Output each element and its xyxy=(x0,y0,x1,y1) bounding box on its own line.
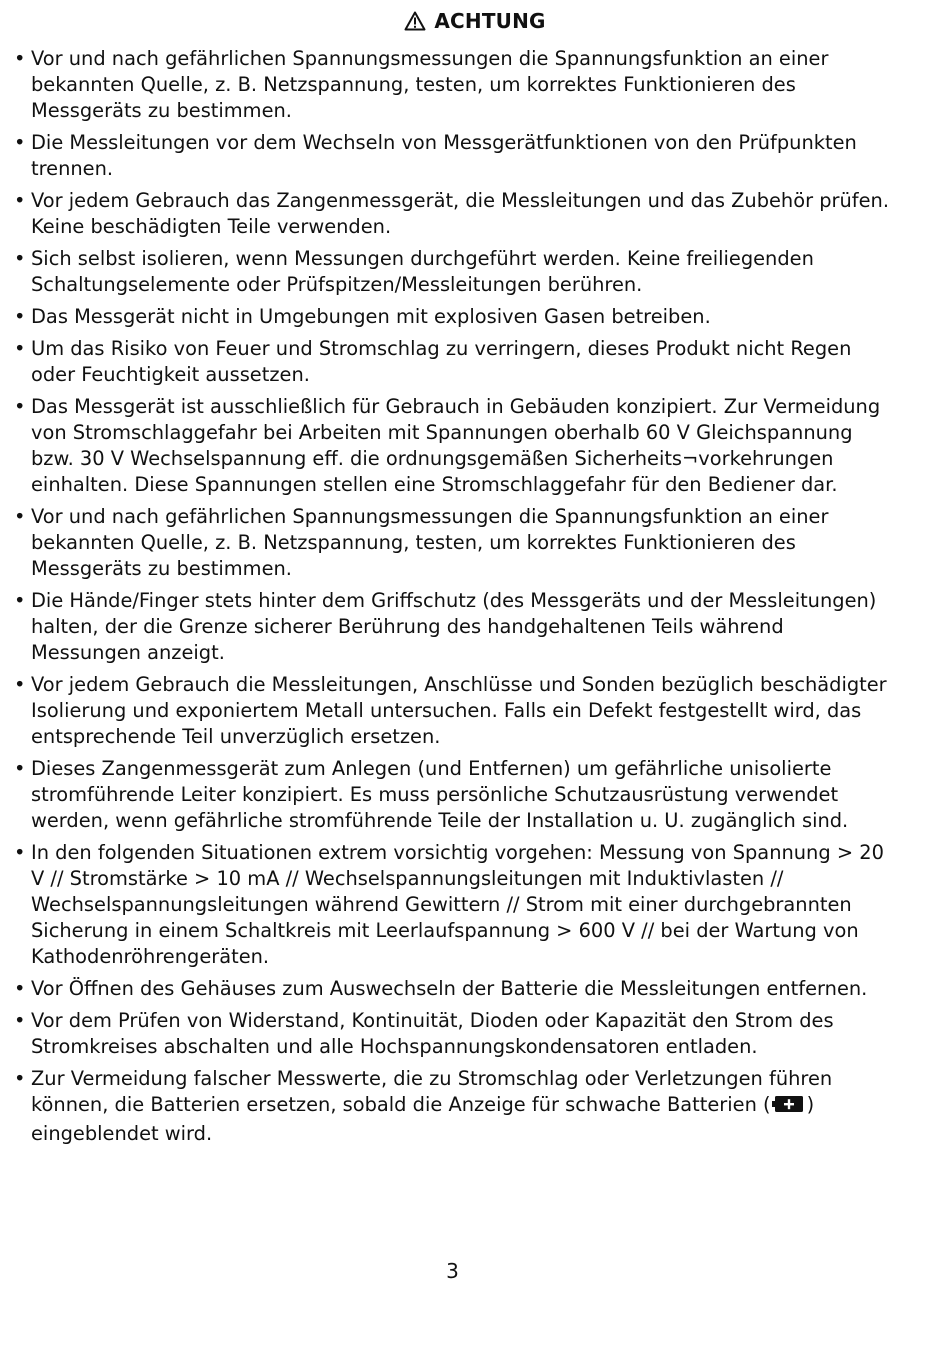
bullet-mark: • xyxy=(14,673,26,696)
bullet-mark: • xyxy=(14,505,26,528)
bullet-mark: • xyxy=(14,337,26,360)
list-item xyxy=(14,130,894,182)
list-item-text: In den folgenden Situationen extrem vorsichtig vorgehen: Messung von Spannung > 20 V // Stromstärke > 10 mA // Wechselspannungsleitungen mit Induktivlasten // Wechselspannungsleitungen während Gewittern // Strom mit einer durchgebrannten Sicherung in einem Schaltkreis mit Leerlaufspannung > 600 V // bei der Wartung von Kathodenröhrengeräten. xyxy=(31,841,884,968)
bullet-mark: • xyxy=(14,757,26,780)
list-item xyxy=(14,840,894,970)
list-item-text: Vor und nach gefährlichen Spannungsmessungen die Spannungsfunktion an einer bekannten Quelle, z. B. Netzspannung, testen, um korrektes Funktionieren des Messgeräts zu bestimmen. xyxy=(31,47,829,122)
bullet-mark: • xyxy=(14,131,26,154)
list-item xyxy=(14,1066,894,1147)
bullet-mark: • xyxy=(14,395,26,418)
list-item xyxy=(14,394,894,498)
warning-triangle-icon xyxy=(404,11,426,37)
list-item xyxy=(14,976,894,1002)
list-item-text: Vor und nach gefährlichen Spannungsmessungen die Spannungsfunktion an einer bekannten Quelle, z. B. Netzspannung, testen, um korrektes Funktionieren des Messgeräts zu bestimmen. xyxy=(31,505,829,580)
bullet-mark: • xyxy=(14,1067,26,1090)
list-item-text: Die Hände/Finger stets hinter dem Griffschutz (des Messgeräts und der Messleitungen) halten, der die Grenze sicherer Berührung des handgehaltenen Teils während Messungen anzeigt. xyxy=(31,589,877,664)
list-item xyxy=(14,46,894,124)
list-item xyxy=(14,504,894,582)
list-item-text: Zur Vermeidung falscher Messwerte, die zu Stromschlag oder Verletzungen führen können, die Batterien ersetzen, sobald die Anzeige für schwache Batterien ( xyxy=(31,1067,833,1116)
list-item-text: Dieses Zangenmessgerät zum Anlegen (und Entfernen) um gefährliche unisolierte stromführende Leiter konzipiert. Es muss persönliche Schutzausrüstung verwendet werden, wenn gefährliche stromführende Teile der Installation u. U. zugänglich sind. xyxy=(31,757,849,832)
list-item-text: Vor jedem Gebrauch die Messleitungen, Anschlüsse und Sonden bezüglich beschädigter Isolierung und exponiertem Metall untersuchen. Falls ein Defekt festgestellt wird, das entsprechende Teil unverzüglich ersetzen. xyxy=(31,673,887,748)
bullet-mark: • xyxy=(14,247,26,270)
bullet-mark: • xyxy=(14,47,26,70)
bullet-mark: • xyxy=(14,305,26,328)
list-item-text: Die Messleitungen vor dem Wechseln von Messgerätfunktionen von den Prüfpunkten trennen. xyxy=(31,131,857,180)
list-item-text: Um das Risiko von Feuer und Stromschlag zu verringern, dieses Produkt nicht Regen oder Feuchtigkeit aussetzen. xyxy=(31,337,852,386)
list-item-text: Vor Öffnen des Gehäuses zum Auswechseln der Batterie die Messleitungen entfernen. xyxy=(31,977,868,1000)
list-item-text: Das Messgerät ist ausschließlich für Gebrauch in Gebäuden konzipiert. Zur Vermeidung von Stromschlaggefahr bei Arbeiten mit Spannungen oberhalb 60 V Gleichspannung bzw. 30 V Wechselspannung eff. die ordnungsgemäßen Sicherheits¬vorkehrungen einhalten. Diese Spannungen stellen eine Stromschlaggefahr für den Bediener dar. xyxy=(31,395,881,496)
warning-list xyxy=(14,46,894,1153)
bullet-mark: • xyxy=(14,1009,26,1032)
bullet-mark: • xyxy=(14,841,26,864)
page-number: 3 xyxy=(446,1259,459,1283)
list-item xyxy=(14,672,894,750)
list-item xyxy=(14,588,894,666)
list-item-text: ) eingeblendet wird. xyxy=(31,1093,815,1145)
list-item xyxy=(14,304,894,330)
list-item-text: Sich selbst isolieren, wenn Messungen durchgeführt werden. Keine freiliegenden Schaltungselemente oder Prüfspitzen/Messleitungen berühren. xyxy=(31,247,814,296)
list-item xyxy=(14,1008,894,1060)
list-item xyxy=(14,336,894,388)
section-heading xyxy=(0,8,950,37)
bullet-mark: • xyxy=(14,589,26,612)
low-battery-icon xyxy=(772,1094,806,1121)
list-item xyxy=(14,246,894,298)
bullet-mark: • xyxy=(14,977,26,1000)
bullet-mark: • xyxy=(14,189,26,212)
list-item-text: Das Messgerät nicht in Umgebungen mit explosiven Gasen betreiben. xyxy=(31,305,711,328)
list-item xyxy=(14,188,894,240)
list-item xyxy=(14,756,894,834)
heading-title: ACHTUNG xyxy=(434,9,546,33)
list-item-text: Vor jedem Gebrauch das Zangenmessgerät, die Messleitungen und das Zubehör prüfen. Keine beschädigten Teile verwenden. xyxy=(31,189,889,238)
list-item-text: Vor dem Prüfen von Widerstand, Kontinuität, Dioden oder Kapazität den Strom des Stromkreises abschalten und alle Hochspannungskondensatoren entladen. xyxy=(31,1009,834,1058)
